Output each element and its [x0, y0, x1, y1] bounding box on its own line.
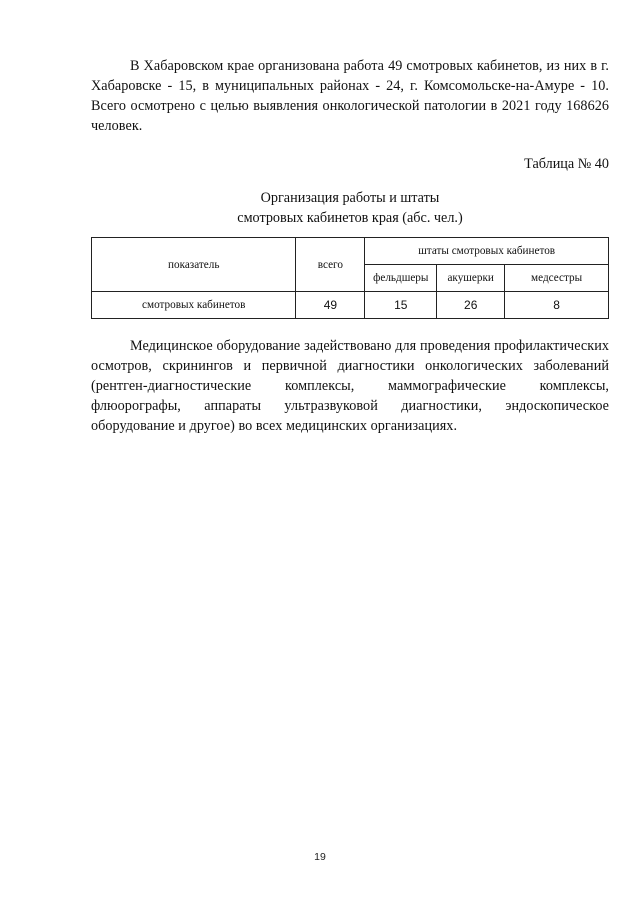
table-title-line-1: Организация работы и штаты	[260, 190, 440, 206]
page-content	[91, 56, 609, 436]
table-label: Таблица № 40	[524, 156, 609, 172]
table-row	[92, 292, 609, 319]
cell-nurses: 8	[505, 292, 609, 319]
staff-table	[91, 237, 609, 319]
cell-indicator: смотровых кабинетов	[92, 292, 296, 319]
intro-paragraph: В Хабаровском крае организована работа 49 смотровых кабинетов, из них в г. Хабаровске - 15, в муниципальных районах - 24, г. Комсомольске-на-Амуре - 10. Всего осмотрено с целью выявления онкологической патологии в 2021 году 168626 человек.	[91, 58, 609, 134]
header-staff-group: штаты смотровых кабинетов	[365, 238, 609, 265]
header-paramedics: фельдшеры	[365, 265, 437, 292]
table-title	[91, 188, 609, 228]
cell-midwives: 26	[437, 292, 505, 319]
header-midwives: акушерки	[437, 265, 505, 292]
cell-paramedics: 15	[365, 292, 437, 319]
header-indicator: показатель	[92, 238, 296, 292]
page-number: 19	[314, 851, 326, 863]
header-nurses: медсестры	[505, 265, 609, 292]
cell-total: 49	[296, 292, 365, 319]
header-total: всего	[296, 238, 365, 292]
table-title-line-2: смотровых кабинетов края (абс. чел.)	[237, 210, 463, 226]
equipment-paragraph: Медицинское оборудование задействовано для проведения профилактических осмотров, скринингов и первичной диагностики онкологических заболеваний (рентген-диагностические комплексы, маммографические комплексы, флюорографы, аппараты ультразвуковой диагностики, эндоскопическое оборудование и другое) во всех медицинских организациях.	[91, 338, 609, 434]
